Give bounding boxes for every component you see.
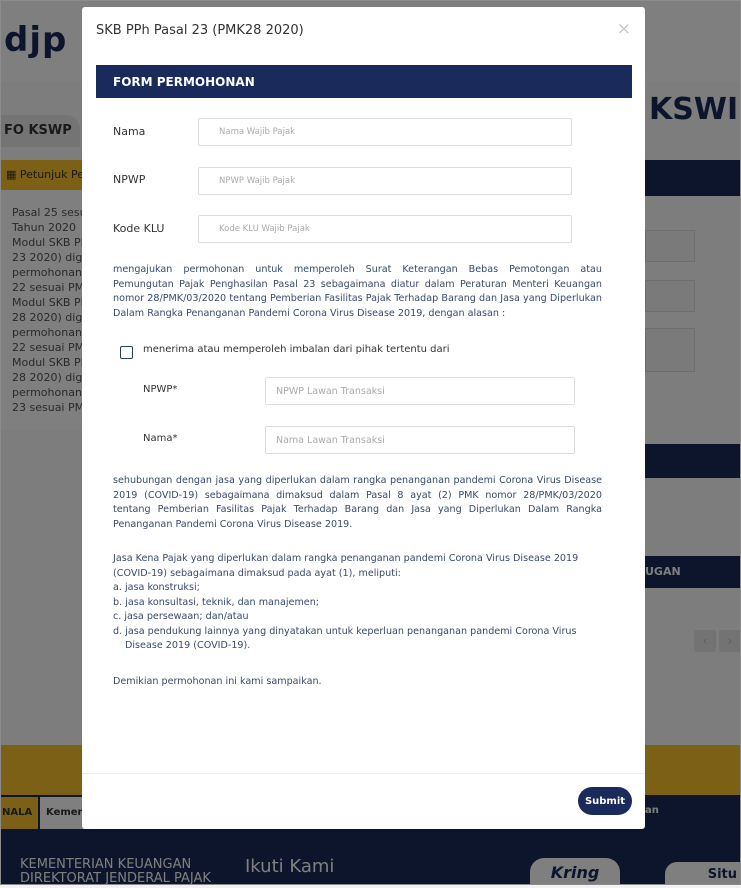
closing-text: Demikian permohonan ini kami sampaikan. (113, 676, 322, 687)
form-title: FORM PERMOHONAN (113, 75, 255, 89)
imbalan-checkbox-label[interactable]: menerima atau memperoleh imbalan dari pihak tertentu dari (143, 344, 450, 355)
list-item: a. jasa konstruksi; (113, 582, 200, 593)
list-item: d. jasa pendukung lainnya yang dinyatakan untuk keperluan penanganan pandemi Corona Virus Disease 2019 (COVID-19). (113, 625, 577, 651)
jasa-list-intro: Jasa Kena Pajak yang diperlukan dalam rangka penanganan pandemi Corona Virus Disease 2019 (COVID-19) sebagaimana dimaksud pada ayat (1), meliputi: (113, 553, 579, 579)
covid-paragraph: sehubungan dengan jasa yang diperlukan dalam rangka penanganan pandemi Corona Virus Disease 2019 (COVID-19) sebagaimana dimaksud dalam Pasal 8 ayat (2) PMK nomor 28/PMK/03/2020 tentang Pemberian Fasilitas Pajak Terhadap Barang dan Jasa yang Diperlukan Dalam Rangka Penanganan Pandemi Corona Virus Disease 2019. (113, 475, 602, 530)
submit-button[interactable]: Submit (578, 787, 632, 815)
npwp-label: NPWP (113, 173, 146, 186)
modal-title: SKB PPh Pasal 23 (PMK28 2020) (96, 23, 304, 38)
close-icon[interactable]: × (616, 19, 631, 39)
list-item: b. jasa konsultasi, teknik, dan manajemen; (113, 596, 320, 608)
npwp-lawan-label: NPWP* (143, 384, 178, 395)
nama-label: Nama (113, 125, 146, 138)
intro-paragraph: mengajukan permohonan untuk memperoleh Surat Keterangan Bebas Pemotongan atau Pemungutan Pajak Penghasilan Pasal 23 sebagaimana diatur dalam Peraturan Menteri Keuangan nomor 28/PMK/03/2020 tentang Pemberian Fasilitas Pajak Terhadap Barang dan Jasa yang Diperlukan Dalam Rangka Penanganan Pandemi Corona Virus Disease 2019, dengan alasan : (113, 264, 602, 319)
list-item: c. jasa persewaan; dan/atau (113, 611, 249, 622)
kode-klu-label: Kode KLU (113, 222, 165, 235)
nama-lawan-label: Nama* (143, 433, 178, 444)
